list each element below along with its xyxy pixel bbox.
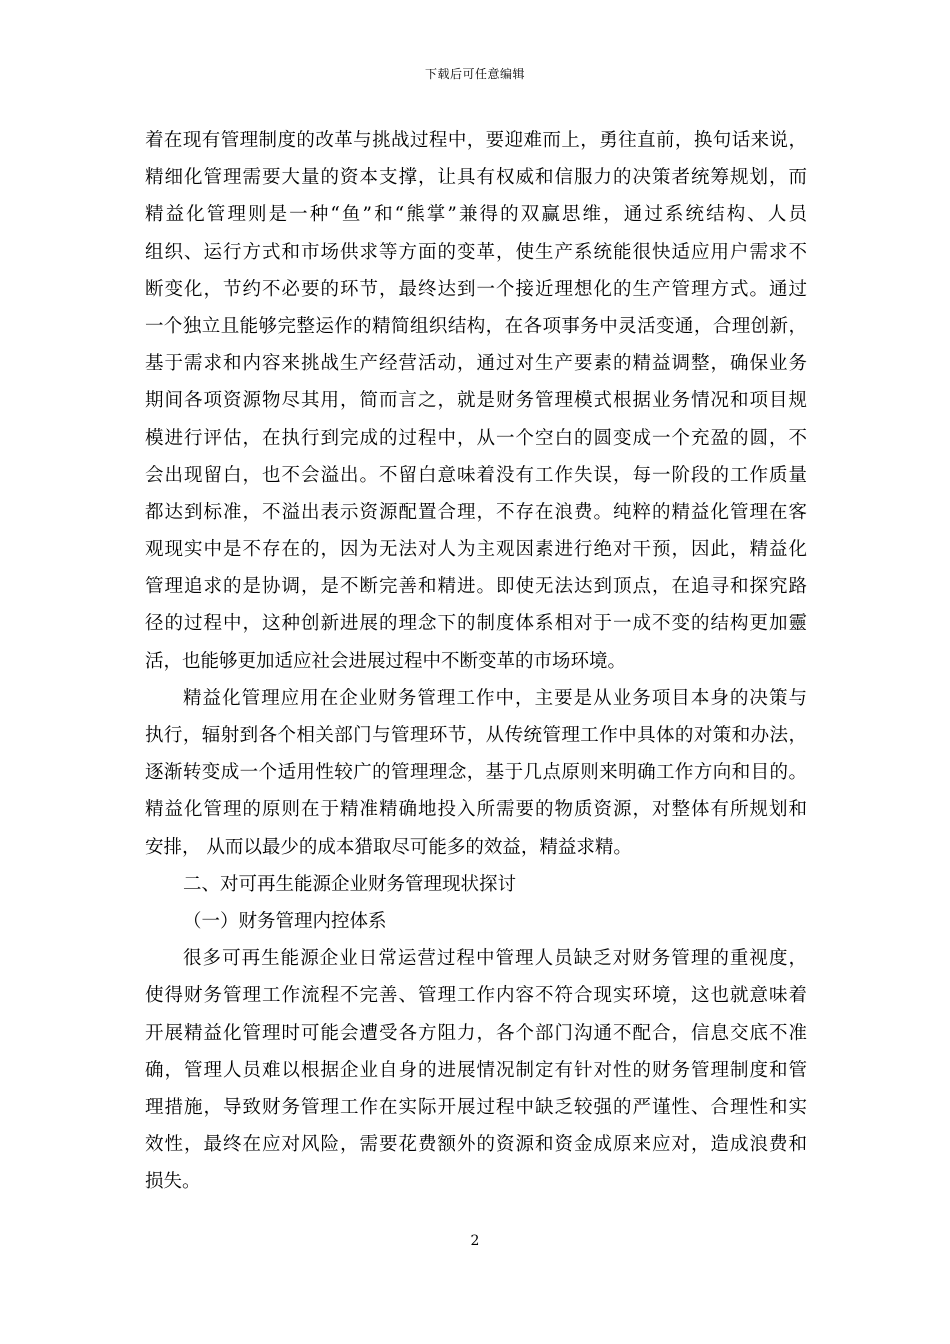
text-line: 管理追求的是协调，是不断完善和精进。即使无法达到顶点，在追寻和探究路 [145, 576, 807, 598]
text-line: 会出现留白，也不会溢出。不留白意味着没有工作失误，每一阶段的工作质量 [145, 464, 807, 486]
text-line: 理措施，导致财务管理工作在实际开展过程中缺乏较强的严谨性、合理性和实 [145, 1096, 807, 1118]
text-line: 使得财务管理工作流程不完善、管理工作内容不符合现实环境，这也就意味着 [145, 985, 807, 1007]
paragraph-2 [145, 680, 807, 866]
text-line: 断变化，节约不必要的环节，最终达到一个接近理想化的生产管理方式。通过 [145, 278, 807, 300]
text-line: 模进行评估，在执行到完成的过程中，从一个空白的圆变成一个充盈的圆，不 [145, 427, 807, 449]
text-line: 精益化管理应用在企业财务管理工作中，主要是从业务项目本身的决策与 [183, 687, 807, 709]
text-line: 观现实中是不存在的，因为无法对人为主观因素进行绝对干预，因此，精益化 [145, 539, 807, 561]
text-line: 精益化管理则是一种“鱼”和“熊掌”兼得的双赢思维，通过系统结构、人员 [145, 204, 807, 226]
text-line: 精细化管理需要大量的资本支撑，让具有权威和信服力的决策者统筹规划，而 [145, 167, 807, 189]
text-line: 活，也能够更加适应社会进展过程中不断变革的市场环境。 [145, 650, 627, 672]
text-line: 径的过程中，这种创新进展的理念下的制度体系相对于一成不变的结构更加靈 [145, 613, 807, 635]
text-line: 精益化管理的原则在于精准精确地投入所需要的物质资源，对整体有所规划和 [145, 799, 807, 821]
text-line: 效性，最终在应对风险，需要花费额外的资源和资金成原来应对，造成浪费和 [145, 1134, 807, 1156]
text-line: 开展精益化管理时可能会遭受各方阻力，各个部门沟通不配合，信息交底不准 [145, 1022, 807, 1044]
text-line: 很多可再生能源企业日常运营过程中管理人员缺乏对财务管理的重视度， [183, 948, 807, 970]
text-line: 逐渐转变成一个适用性较广的管理理念，基于几点原则来明确工作方向和目的。 [145, 762, 807, 784]
paragraph-1 [145, 122, 807, 680]
text-line: 执行，辐射到各个相关部门与管理环节，从传统管理工作中具体的对策和办法， [145, 725, 807, 746]
text-line: 基于需求和内容来挑战生产经营活动，通过对生产要素的精益调整，确保业务 [145, 353, 807, 375]
paragraph-3 [145, 940, 807, 1200]
text-line: 都达到标准，不溢出表示资源配置合理，不存在浪费。纯粹的精益化管理在客 [145, 501, 807, 523]
text-line: 期间各项资源物尽其用，简而言之，就是财务管理模式根据业务情况和项目规 [145, 390, 807, 412]
text-line: 损失。 [145, 1171, 201, 1193]
page-number: 2 [470, 1233, 480, 1249]
page-header: 下载后可任意编辑 [424, 67, 525, 81]
text-line: 一个独立且能够完整运作的精简组织结构，在各项事务中灵活变通，合理创新， [145, 315, 807, 337]
document-body [145, 122, 807, 1200]
section-heading: 二、对可再生能源企业财务管理现状探讨 [183, 873, 517, 895]
subsection-heading: （一）财务管理内控体系 [183, 910, 387, 932]
text-line: 着在现有管理制度的改革与挑战过程中，要迎难而上，勇往直前，换句话来说， [145, 130, 807, 151]
text-line: 确，管理人员难以根据企业自身的进展情况制定有针对性的财务管理制度和管 [145, 1059, 807, 1081]
text-line: 安排， 从而以最少的成本猎取尽可能多的效益，精益求精。 [145, 836, 632, 858]
text-line: 组织、运行方式和市场供求等方面的变革，使生产系统能很快适应用户需求不 [145, 241, 807, 263]
